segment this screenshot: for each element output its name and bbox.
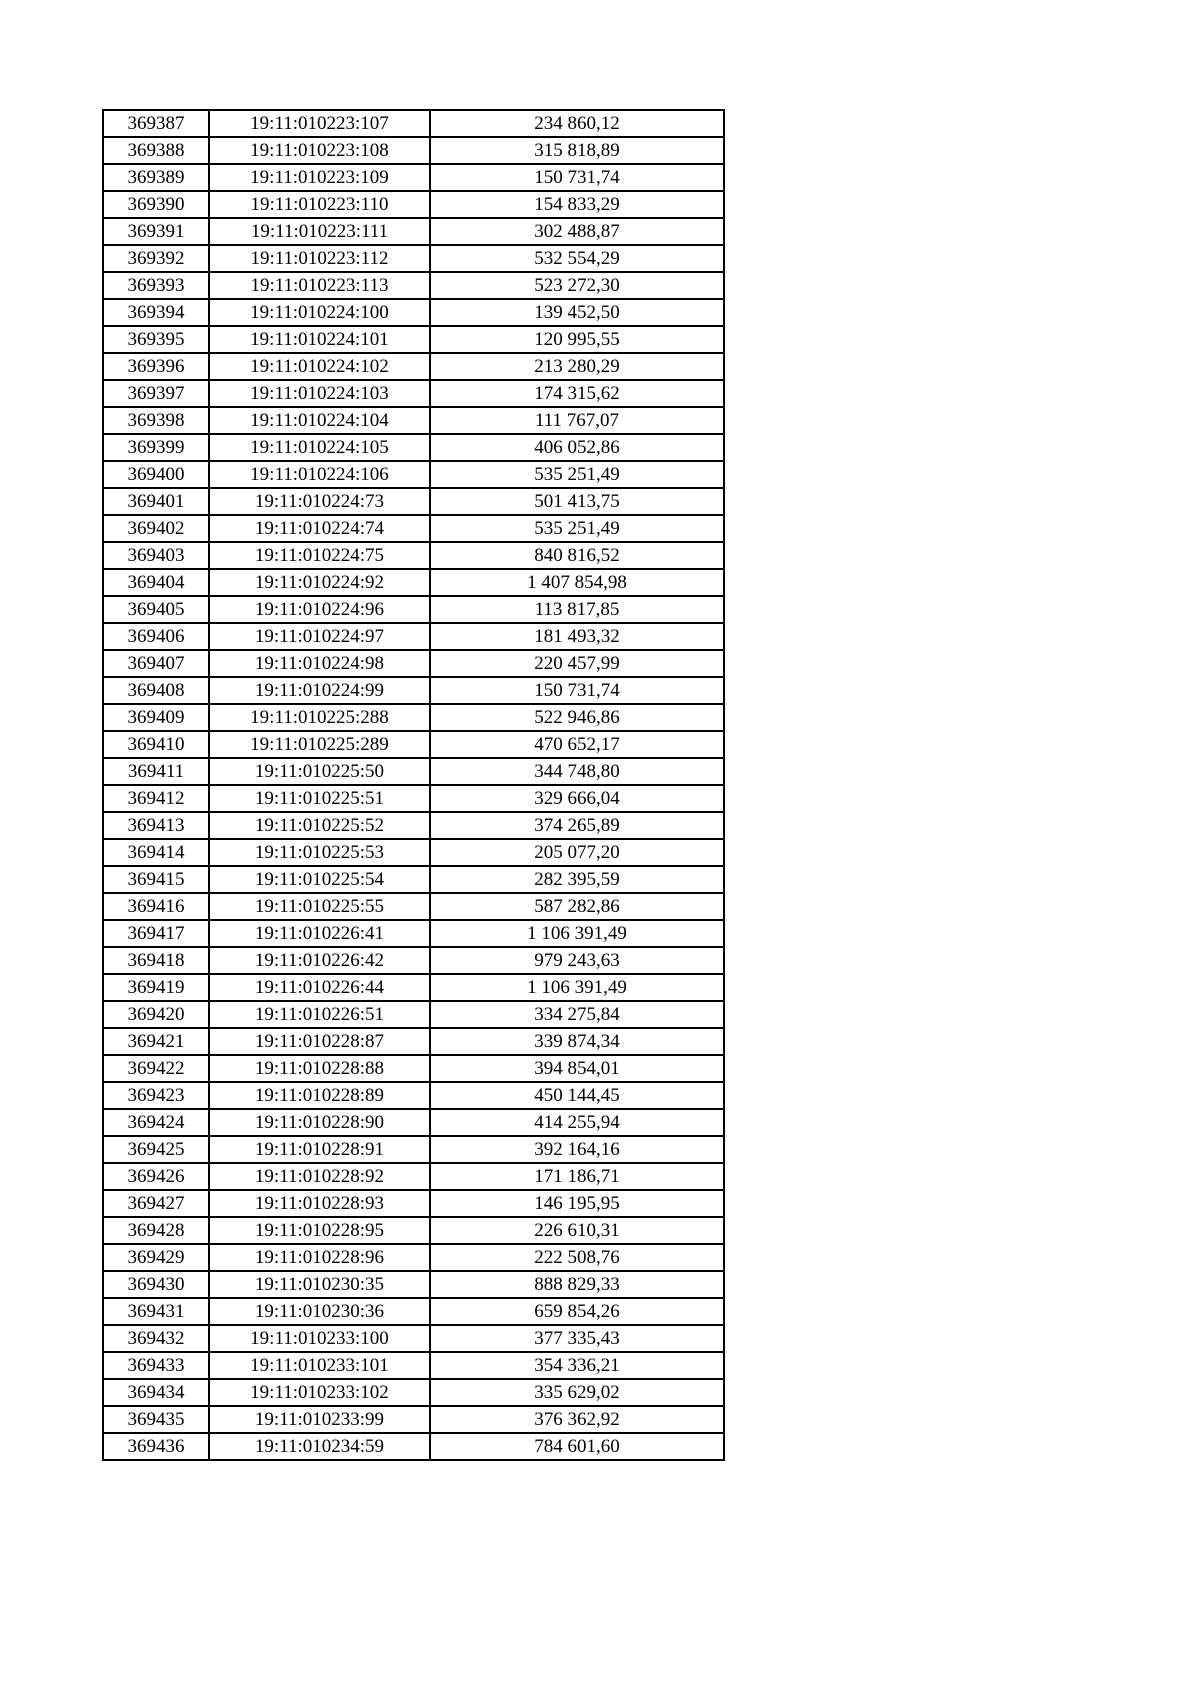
table-row <box>103 272 724 299</box>
table-body <box>103 110 724 1460</box>
cadastral-number-cell: 19:11:010224:74 <box>209 515 430 542</box>
row-number-cell: 369413 <box>103 812 209 839</box>
cadastral-number-cell: 19:11:010225:55 <box>209 893 430 920</box>
row-number-cell: 369424 <box>103 1109 209 1136</box>
value-cell: 139 452,50 <box>430 299 724 326</box>
cadastral-number-cell: 19:11:010228:91 <box>209 1136 430 1163</box>
cadastral-number-cell: 19:11:010225:50 <box>209 758 430 785</box>
table-row <box>103 866 724 893</box>
value-cell: 344 748,80 <box>430 758 724 785</box>
row-number-cell: 369407 <box>103 650 209 677</box>
cadastral-number-cell: 19:11:010224:102 <box>209 353 430 380</box>
row-number-cell: 369418 <box>103 947 209 974</box>
table-row <box>103 380 724 407</box>
table-row <box>103 515 724 542</box>
row-number-cell: 369405 <box>103 596 209 623</box>
cadastral-number-cell: 19:11:010233:100 <box>209 1325 430 1352</box>
row-number-cell: 369404 <box>103 569 209 596</box>
table-row <box>103 191 724 218</box>
value-cell: 234 860,12 <box>430 110 724 137</box>
value-cell: 376 362,92 <box>430 1406 724 1433</box>
cadastral-number-cell: 19:11:010228:89 <box>209 1082 430 1109</box>
row-number-cell: 369416 <box>103 893 209 920</box>
row-number-cell: 369435 <box>103 1406 209 1433</box>
table-row <box>103 839 724 866</box>
row-number-cell: 369403 <box>103 542 209 569</box>
row-number-cell: 369426 <box>103 1163 209 1190</box>
table-row <box>103 785 724 812</box>
cadastral-number-cell: 19:11:010224:73 <box>209 488 430 515</box>
table-row <box>103 353 724 380</box>
row-number-cell: 369415 <box>103 866 209 893</box>
value-cell: 394 854,01 <box>430 1055 724 1082</box>
row-number-cell: 369406 <box>103 623 209 650</box>
value-cell: 213 280,29 <box>430 353 724 380</box>
cadastral-number-cell: 19:11:010224:101 <box>209 326 430 353</box>
value-cell: 220 457,99 <box>430 650 724 677</box>
row-number-cell: 369392 <box>103 245 209 272</box>
table-row <box>103 218 724 245</box>
cadastral-number-cell: 19:11:010225:288 <box>209 704 430 731</box>
row-number-cell: 369420 <box>103 1001 209 1028</box>
table-row <box>103 1298 724 1325</box>
value-cell: 1 106 391,49 <box>430 974 724 1001</box>
value-cell: 659 854,26 <box>430 1298 724 1325</box>
cadastral-number-cell: 19:11:010224:99 <box>209 677 430 704</box>
value-cell: 888 829,33 <box>430 1271 724 1298</box>
value-cell: 392 164,16 <box>430 1136 724 1163</box>
value-cell: 154 833,29 <box>430 191 724 218</box>
value-cell: 146 195,95 <box>430 1190 724 1217</box>
value-cell: 174 315,62 <box>430 380 724 407</box>
value-cell: 406 052,86 <box>430 434 724 461</box>
row-number-cell: 369419 <box>103 974 209 1001</box>
table-row <box>103 812 724 839</box>
value-cell: 334 275,84 <box>430 1001 724 1028</box>
row-number-cell: 369414 <box>103 839 209 866</box>
row-number-cell: 369397 <box>103 380 209 407</box>
row-number-cell: 369422 <box>103 1055 209 1082</box>
table-row <box>103 569 724 596</box>
cadastral-value-table <box>102 109 725 1461</box>
row-number-cell: 369425 <box>103 1136 209 1163</box>
value-cell: 329 666,04 <box>430 785 724 812</box>
cadastral-number-cell: 19:11:010223:111 <box>209 218 430 245</box>
value-cell: 450 144,45 <box>430 1082 724 1109</box>
table-row <box>103 1433 724 1460</box>
value-cell: 535 251,49 <box>430 515 724 542</box>
cadastral-number-cell: 19:11:010233:99 <box>209 1406 430 1433</box>
table-row <box>103 164 724 191</box>
value-cell: 501 413,75 <box>430 488 724 515</box>
value-cell: 1 106 391,49 <box>430 920 724 947</box>
cadastral-number-cell: 19:11:010228:96 <box>209 1244 430 1271</box>
value-cell: 470 652,17 <box>430 731 724 758</box>
value-cell: 784 601,60 <box>430 1433 724 1460</box>
table-row <box>103 1244 724 1271</box>
row-number-cell: 369390 <box>103 191 209 218</box>
value-cell: 587 282,86 <box>430 893 724 920</box>
table-row <box>103 1217 724 1244</box>
cadastral-number-cell: 19:11:010226:51 <box>209 1001 430 1028</box>
table-row <box>103 974 724 1001</box>
value-cell: 226 610,31 <box>430 1217 724 1244</box>
cadastral-number-cell: 19:11:010225:53 <box>209 839 430 866</box>
value-cell: 315 818,89 <box>430 137 724 164</box>
table-row <box>103 1136 724 1163</box>
value-cell: 374 265,89 <box>430 812 724 839</box>
table-row <box>103 704 724 731</box>
table-row <box>103 758 724 785</box>
cadastral-number-cell: 19:11:010224:96 <box>209 596 430 623</box>
table-row <box>103 1082 724 1109</box>
row-number-cell: 369388 <box>103 137 209 164</box>
table-row <box>103 1028 724 1055</box>
row-number-cell: 369408 <box>103 677 209 704</box>
cadastral-number-cell: 19:11:010225:289 <box>209 731 430 758</box>
row-number-cell: 369428 <box>103 1217 209 1244</box>
value-cell: 111 767,07 <box>430 407 724 434</box>
cadastral-number-cell: 19:11:010225:52 <box>209 812 430 839</box>
cadastral-number-cell: 19:11:010224:103 <box>209 380 430 407</box>
table-row <box>103 731 724 758</box>
row-number-cell: 369427 <box>103 1190 209 1217</box>
value-cell: 523 272,30 <box>430 272 724 299</box>
row-number-cell: 369417 <box>103 920 209 947</box>
table-row <box>103 542 724 569</box>
row-number-cell: 369436 <box>103 1433 209 1460</box>
cadastral-number-cell: 19:11:010224:75 <box>209 542 430 569</box>
cadastral-number-cell: 19:11:010223:108 <box>209 137 430 164</box>
row-number-cell: 369430 <box>103 1271 209 1298</box>
row-number-cell: 369421 <box>103 1028 209 1055</box>
cadastral-number-cell: 19:11:010233:101 <box>209 1352 430 1379</box>
table-row <box>103 677 724 704</box>
table-row <box>103 623 724 650</box>
row-number-cell: 369412 <box>103 785 209 812</box>
table-row <box>103 1271 724 1298</box>
table-row <box>103 488 724 515</box>
cadastral-number-cell: 19:11:010225:51 <box>209 785 430 812</box>
row-number-cell: 369433 <box>103 1352 209 1379</box>
value-cell: 335 629,02 <box>430 1379 724 1406</box>
row-number-cell: 369434 <box>103 1379 209 1406</box>
table-row <box>103 461 724 488</box>
value-cell: 532 554,29 <box>430 245 724 272</box>
cadastral-number-cell: 19:11:010223:112 <box>209 245 430 272</box>
cadastral-number-cell: 19:11:010224:92 <box>209 569 430 596</box>
table-row <box>103 596 724 623</box>
cadastral-number-cell: 19:11:010224:100 <box>209 299 430 326</box>
cadastral-number-cell: 19:11:010226:44 <box>209 974 430 1001</box>
table-row <box>103 407 724 434</box>
table-row <box>103 920 724 947</box>
table-row <box>103 947 724 974</box>
row-number-cell: 369423 <box>103 1082 209 1109</box>
cadastral-number-cell: 19:11:010225:54 <box>209 866 430 893</box>
table-row <box>103 1379 724 1406</box>
value-cell: 150 731,74 <box>430 677 724 704</box>
row-number-cell: 369401 <box>103 488 209 515</box>
value-cell: 339 874,34 <box>430 1028 724 1055</box>
row-number-cell: 369387 <box>103 110 209 137</box>
cadastral-number-cell: 19:11:010233:102 <box>209 1379 430 1406</box>
row-number-cell: 369391 <box>103 218 209 245</box>
table-row <box>103 1109 724 1136</box>
value-cell: 120 995,55 <box>430 326 724 353</box>
cadastral-number-cell: 19:11:010228:88 <box>209 1055 430 1082</box>
value-cell: 535 251,49 <box>430 461 724 488</box>
cadastral-number-cell: 19:11:010224:97 <box>209 623 430 650</box>
table-row <box>103 1352 724 1379</box>
value-cell: 979 243,63 <box>430 947 724 974</box>
table-row <box>103 326 724 353</box>
table-row <box>103 1325 724 1352</box>
value-cell: 205 077,20 <box>430 839 724 866</box>
row-number-cell: 369400 <box>103 461 209 488</box>
cadastral-number-cell: 19:11:010234:59 <box>209 1433 430 1460</box>
value-cell: 150 731,74 <box>430 164 724 191</box>
cadastral-number-cell: 19:11:010223:109 <box>209 164 430 191</box>
value-cell: 282 395,59 <box>430 866 724 893</box>
row-number-cell: 369429 <box>103 1244 209 1271</box>
table-row <box>103 299 724 326</box>
cadastral-number-cell: 19:11:010224:98 <box>209 650 430 677</box>
cadastral-number-cell: 19:11:010228:93 <box>209 1190 430 1217</box>
row-number-cell: 369395 <box>103 326 209 353</box>
value-cell: 113 817,85 <box>430 596 724 623</box>
cadastral-number-cell: 19:11:010226:41 <box>209 920 430 947</box>
value-cell: 840 816,52 <box>430 542 724 569</box>
value-cell: 171 186,71 <box>430 1163 724 1190</box>
table-row <box>103 434 724 461</box>
table-row <box>103 1163 724 1190</box>
value-cell: 414 255,94 <box>430 1109 724 1136</box>
row-number-cell: 369394 <box>103 299 209 326</box>
cadastral-number-cell: 19:11:010223:110 <box>209 191 430 218</box>
value-cell: 354 336,21 <box>430 1352 724 1379</box>
row-number-cell: 369411 <box>103 758 209 785</box>
row-number-cell: 369409 <box>103 704 209 731</box>
cadastral-number-cell: 19:11:010223:113 <box>209 272 430 299</box>
table-row <box>103 1001 724 1028</box>
value-cell: 377 335,43 <box>430 1325 724 1352</box>
table-row <box>103 110 724 137</box>
row-number-cell: 369393 <box>103 272 209 299</box>
cadastral-number-cell: 19:11:010228:95 <box>209 1217 430 1244</box>
table-row <box>103 650 724 677</box>
cadastral-number-cell: 19:11:010224:104 <box>209 407 430 434</box>
cadastral-number-cell: 19:11:010228:90 <box>209 1109 430 1136</box>
row-number-cell: 369432 <box>103 1325 209 1352</box>
row-number-cell: 369431 <box>103 1298 209 1325</box>
cadastral-number-cell: 19:11:010230:35 <box>209 1271 430 1298</box>
cadastral-number-cell: 19:11:010223:107 <box>209 110 430 137</box>
value-cell: 1 407 854,98 <box>430 569 724 596</box>
cadastral-number-cell: 19:11:010228:92 <box>209 1163 430 1190</box>
table-row <box>103 893 724 920</box>
table-row <box>103 1406 724 1433</box>
cadastral-number-cell: 19:11:010226:42 <box>209 947 430 974</box>
value-cell: 522 946,86 <box>430 704 724 731</box>
row-number-cell: 369389 <box>103 164 209 191</box>
table-row <box>103 137 724 164</box>
row-number-cell: 369402 <box>103 515 209 542</box>
row-number-cell: 369398 <box>103 407 209 434</box>
row-number-cell: 369396 <box>103 353 209 380</box>
table-row <box>103 1055 724 1082</box>
value-cell: 181 493,32 <box>430 623 724 650</box>
row-number-cell: 369410 <box>103 731 209 758</box>
table-row <box>103 1190 724 1217</box>
table-row <box>103 245 724 272</box>
cadastral-number-cell: 19:11:010224:105 <box>209 434 430 461</box>
cadastral-number-cell: 19:11:010228:87 <box>209 1028 430 1055</box>
row-number-cell: 369399 <box>103 434 209 461</box>
value-cell: 222 508,76 <box>430 1244 724 1271</box>
cadastral-number-cell: 19:11:010230:36 <box>209 1298 430 1325</box>
value-cell: 302 488,87 <box>430 218 724 245</box>
cadastral-number-cell: 19:11:010224:106 <box>209 461 430 488</box>
